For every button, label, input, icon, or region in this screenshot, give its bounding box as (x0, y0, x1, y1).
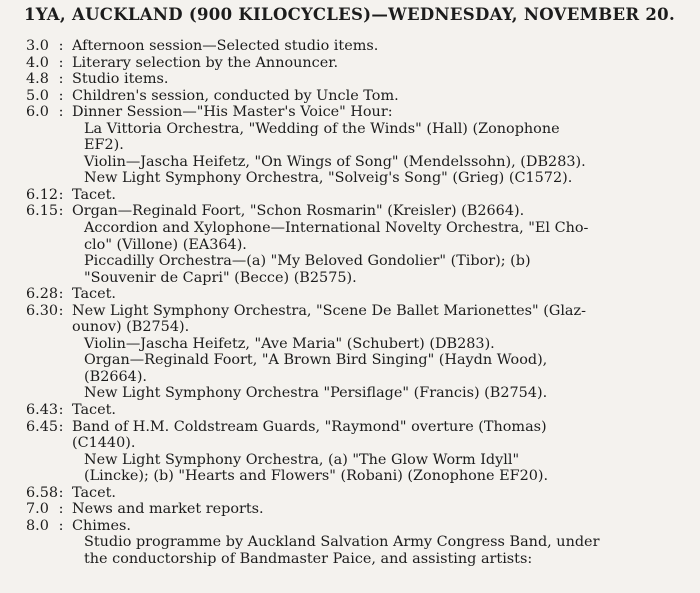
entry-separator (50, 336, 72, 353)
entry-text (72, 336, 698, 353)
entry-line: Violin—Jascha Heifetz, "Ave Maria" (Schubert) (DB283). (84, 335, 495, 352)
programme-entry (26, 352, 698, 385)
entry-time: 5.0 (26, 87, 49, 104)
entry-text (72, 104, 698, 121)
programme-entry (26, 286, 698, 303)
entry-time: 6.15 (26, 203, 59, 220)
entry-time (26, 121, 50, 154)
entry-separator: : (58, 203, 64, 220)
entry-time: 6.28 (26, 286, 59, 303)
entry-separator: : (58, 402, 64, 419)
entry-time: 3.0 (26, 38, 49, 54)
entry-time: 6.45 (26, 418, 59, 435)
entry-text (72, 518, 698, 535)
entry-text (72, 452, 698, 485)
entry-separator: : (58, 186, 64, 203)
entry-text (72, 71, 698, 88)
entry-line: EF2). (84, 137, 124, 154)
programme-entry (26, 419, 698, 452)
programme-entry (26, 187, 698, 204)
entry-time: 7.0 (26, 501, 49, 518)
programme-entry (26, 55, 698, 72)
entry-time: 4.0 (26, 54, 49, 71)
entry-line: News and market reports. (72, 501, 264, 518)
entry-separator: : (58, 87, 64, 104)
entry-time: 6.30 (26, 302, 59, 319)
entry-line: New Light Symphony Orchestra, "Solveig's Song" (Grieg) (C1572). (84, 170, 573, 187)
entry-separator: : (58, 54, 64, 71)
entry-line: Tacet. (72, 402, 116, 419)
entry-time: 6.58 (26, 484, 59, 501)
entry-line: New Light Symphony Orchestra "Persiflage" (Francis) (B2754). (84, 385, 548, 402)
programme-heading: 1YA, AUCKLAND (900 KILOCYCLES)—WEDNESDAY, NOVEMBER 20. (24, 5, 675, 24)
entry-text (72, 121, 698, 154)
entry-time (26, 534, 50, 567)
entry-separator (50, 534, 72, 567)
entry-line: New Light Symphony Orchestra, (a) "The Glow Worm Idyll" (84, 451, 520, 468)
entry-separator: : (58, 418, 64, 435)
entry-line: Piccadilly Orchestra—(a) "My Beloved Gondolier" (Tibor); (b) (84, 253, 531, 270)
entry-line: Tacet. (72, 286, 116, 303)
entry-line: Literary selection by the Announcer. (72, 54, 339, 71)
entry-line: Afternoon session—Selected studio items. (72, 38, 379, 54)
entry-line: Studio programme by Auckland Salvation Army Congress Band, under (84, 534, 600, 551)
programme-entry (26, 121, 698, 154)
programme-entry (26, 203, 698, 220)
entry-text (72, 485, 698, 502)
programme-entry (26, 534, 698, 567)
entry-line: Tacet. (72, 484, 116, 501)
entry-separator (50, 121, 72, 154)
entry-separator: : (58, 71, 64, 88)
entry-time: 6.0 (26, 104, 49, 121)
programme-entry (26, 88, 698, 105)
programme-entry (26, 220, 698, 253)
programme-entry (26, 452, 698, 485)
entry-time (26, 352, 50, 385)
programme-entry (26, 154, 698, 171)
programme-entry (26, 303, 698, 336)
entry-time (26, 385, 50, 402)
entry-line: "Souvenir de Capri" (Becce) (B2575). (84, 269, 357, 286)
entry-line: Dinner Session—"His Master's Voice" Hour: (72, 104, 393, 121)
entry-separator (50, 352, 72, 385)
entry-text (72, 402, 698, 419)
entry-text (72, 501, 698, 518)
entry-separator: : (58, 484, 64, 501)
entry-line: Accordion and Xylophone—International Novelty Orchestra, "El Cho- (84, 220, 589, 237)
entry-text (72, 203, 698, 220)
entry-text (72, 385, 698, 402)
entry-text (72, 220, 698, 253)
entry-line: Children's session, conducted by Uncle Tom. (72, 87, 399, 104)
entry-text (72, 286, 698, 303)
entry-line: (C1440). (72, 435, 136, 452)
entry-text (72, 253, 698, 286)
programme-entry (26, 501, 698, 518)
entry-line: (Lincke); (b) "Hearts and Flowers" (Robani) (Zonophone EF20). (84, 468, 549, 485)
entry-text (72, 534, 698, 567)
entry-text (72, 352, 698, 385)
programme-entry (26, 485, 698, 502)
entry-separator (50, 452, 72, 485)
entry-line: ounov) (B2754). (72, 319, 190, 336)
entry-text (72, 55, 698, 72)
programme-entry (26, 336, 698, 353)
entry-line: the conductorship of Bandmaster Paice, and assisting artists: (84, 550, 533, 567)
programme-entry (26, 518, 698, 535)
entry-line: La Vittoria Orchestra, "Wedding of the Winds" (Hall) (Zonophone (84, 120, 560, 137)
entry-text (72, 419, 698, 452)
entry-separator: : (58, 104, 64, 121)
entry-separator: : (58, 302, 64, 319)
programme-entry (26, 253, 698, 286)
programme-entry (26, 170, 698, 187)
entry-text (72, 187, 698, 204)
entry-separator (50, 220, 72, 253)
entry-line: clo" (Villone) (EA364). (84, 236, 247, 253)
entry-separator: : (58, 38, 64, 54)
entry-line: (B2664). (84, 368, 148, 385)
entry-line: Band of H.M. Coldstream Guards, "Raymond" overture (Thomas) (72, 418, 547, 435)
entry-text (72, 170, 698, 187)
entry-line: Tacet. (72, 186, 116, 203)
programme-entry (26, 104, 698, 121)
entry-separator: : (58, 501, 64, 518)
entry-time (26, 154, 50, 171)
programme-entry (26, 385, 698, 402)
entry-separator (50, 385, 72, 402)
entry-separator (50, 154, 72, 171)
entry-time: 6.12 (26, 186, 59, 203)
programme-entry (26, 402, 698, 419)
entry-time (26, 253, 50, 286)
entry-separator (50, 253, 72, 286)
entry-separator: : (58, 286, 64, 303)
entry-separator: : (58, 517, 64, 534)
entry-line: New Light Symphony Orchestra, "Scene De Ballet Marionettes" (Glaz- (72, 302, 586, 319)
programme-entry (26, 71, 698, 88)
entry-time: 4.8 (26, 71, 49, 88)
entry-text (72, 154, 698, 171)
entry-line: Organ—Reginald Foort, "A Brown Bird Singing" (Haydn Wood), (84, 352, 548, 369)
programme-entry (26, 38, 698, 55)
entry-time: 6.43 (26, 402, 59, 419)
entry-time (26, 170, 50, 187)
programme-list (26, 38, 698, 568)
entry-text (72, 88, 698, 105)
entry-time (26, 336, 50, 353)
entry-text (72, 38, 698, 55)
entry-line: Chimes. (72, 517, 132, 534)
entry-time (26, 220, 50, 253)
entry-line: Violin—Jascha Heifetz, "On Wings of Song" (Mendelssohn), (DB283). (84, 153, 586, 170)
entry-time (26, 452, 50, 485)
entry-text (72, 303, 698, 336)
entry-time: 8.0 (26, 517, 49, 534)
entry-line: Studio items. (72, 71, 169, 88)
entry-line: Organ—Reginald Foort, "Schon Rosmarin" (Kreisler) (B2664). (72, 203, 525, 220)
entry-separator (50, 170, 72, 187)
